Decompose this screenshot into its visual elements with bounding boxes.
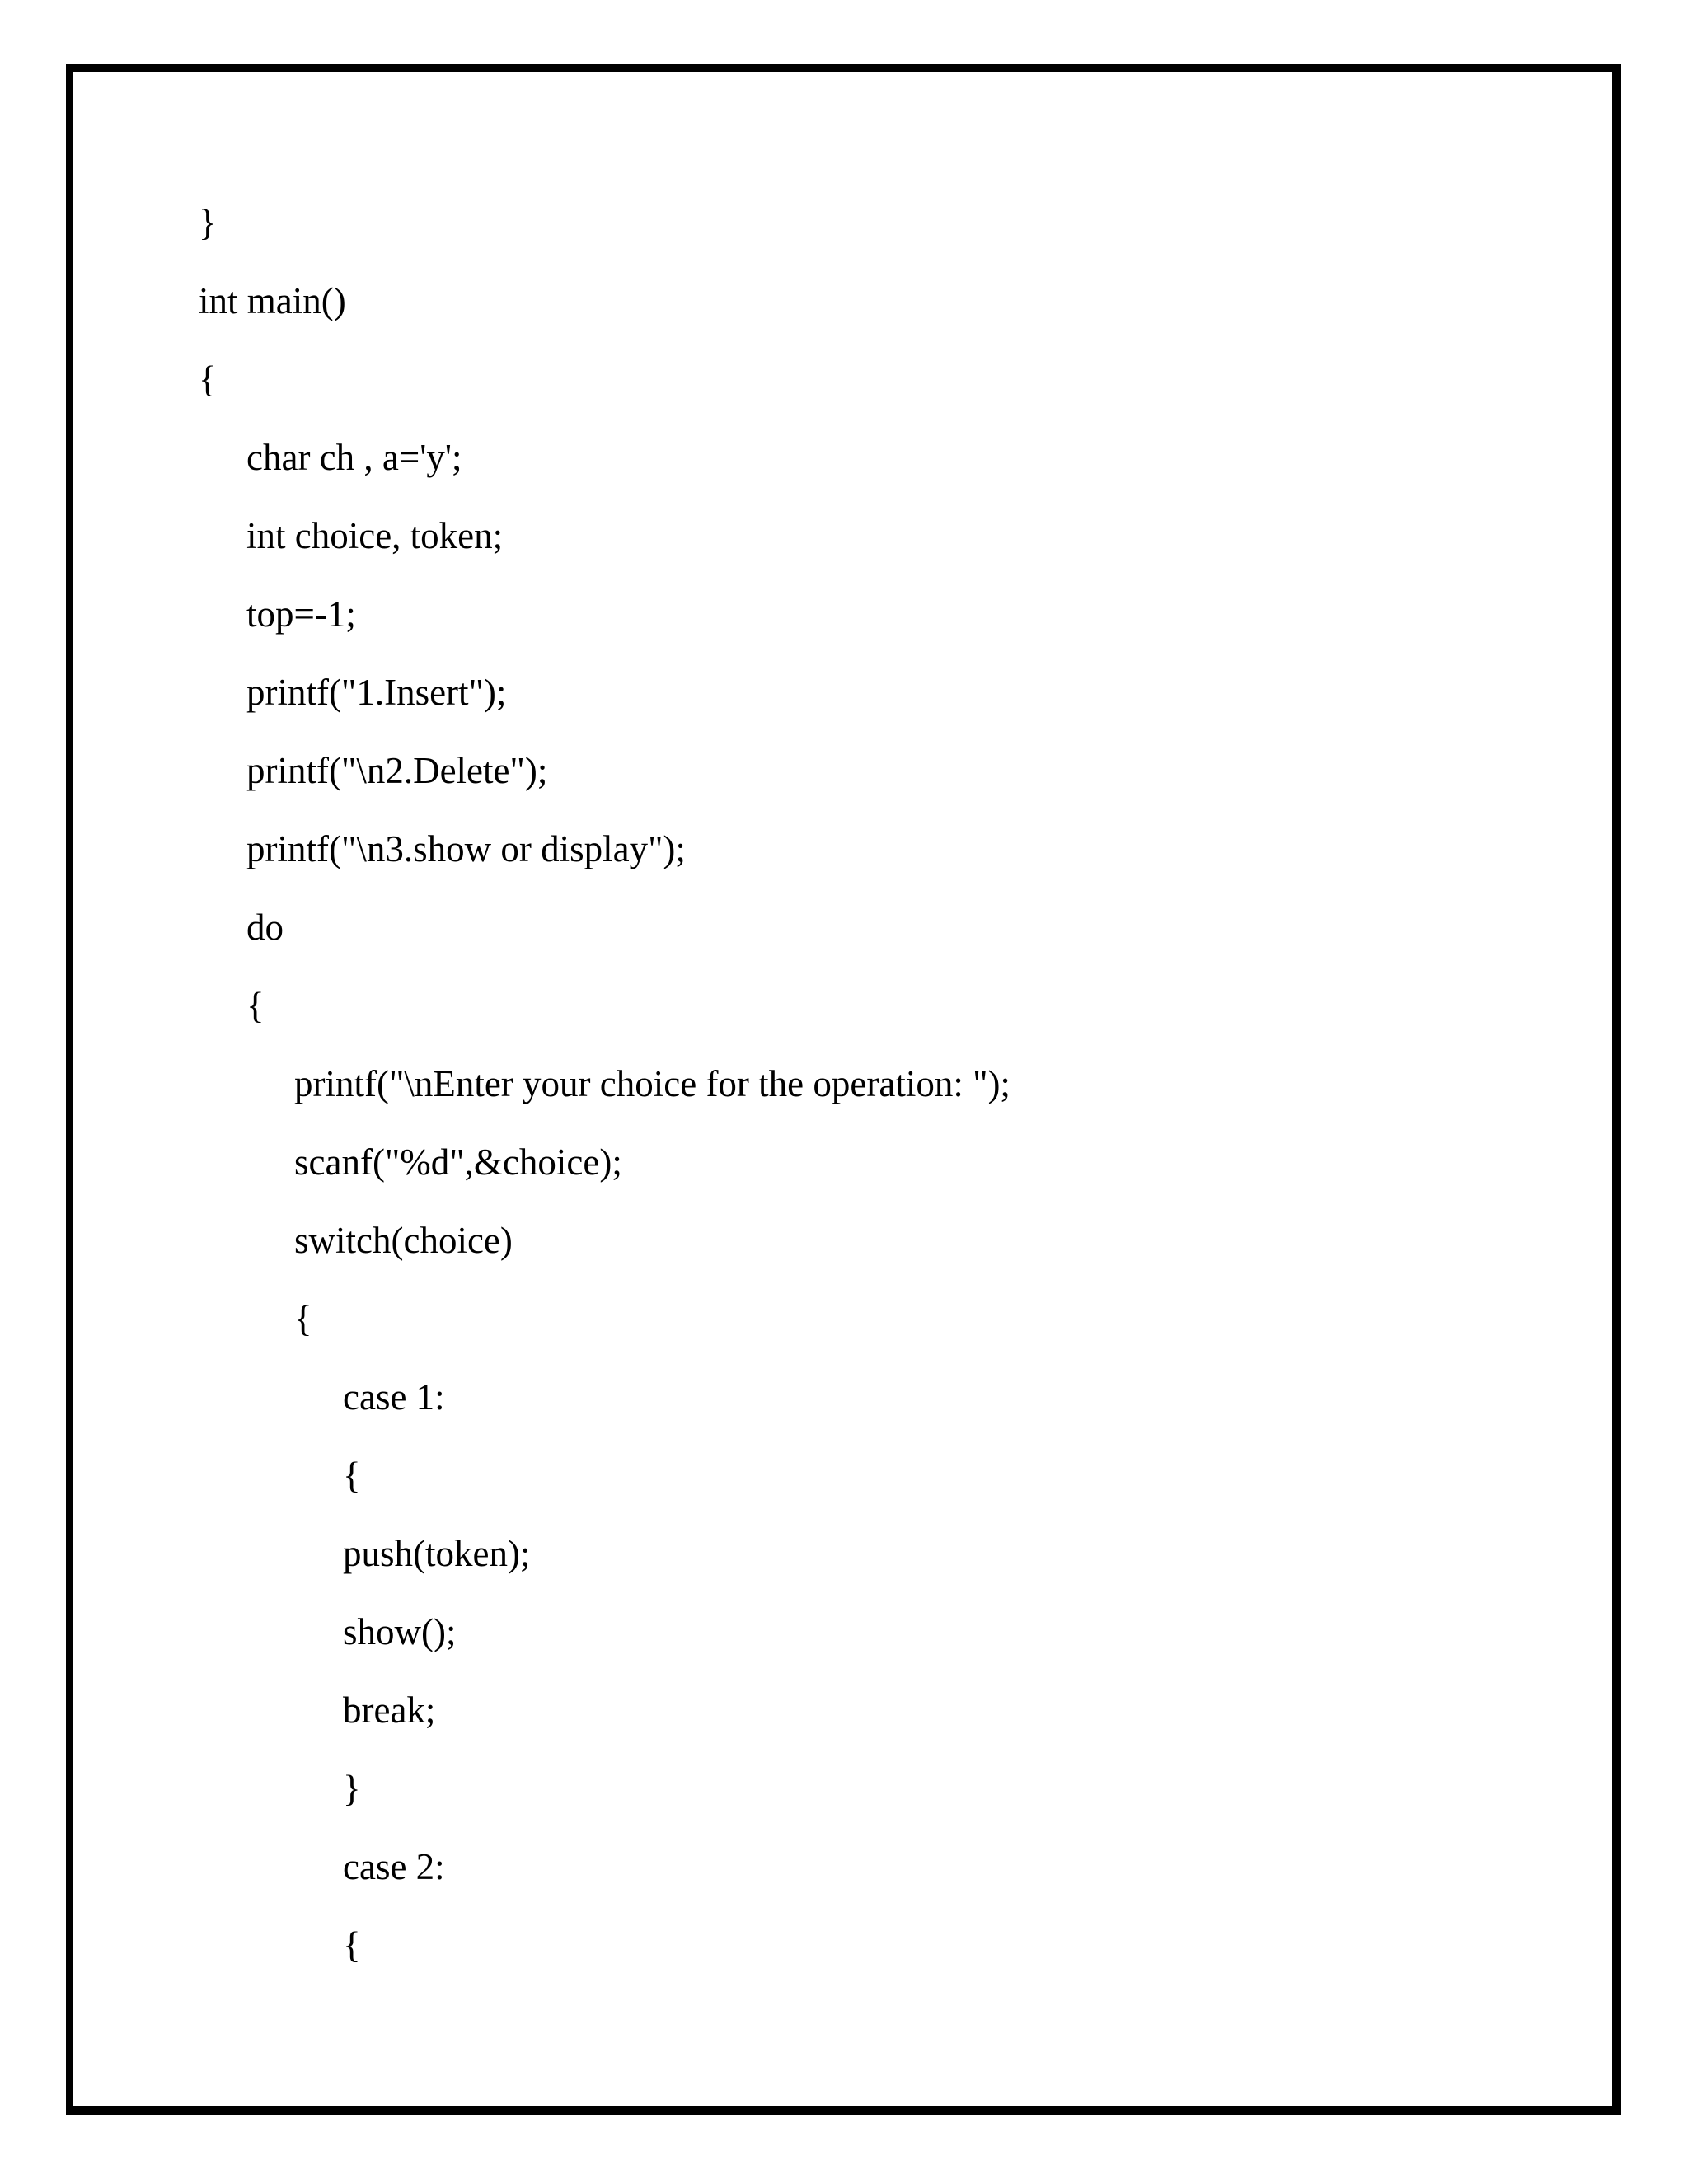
code-line: do	[246, 907, 284, 948]
code-line: show();	[343, 1611, 457, 1652]
code-line: top=-1;	[246, 593, 356, 635]
code-line: char ch , a='y';	[246, 437, 462, 478]
code-line: break;	[343, 1690, 436, 1731]
code-line: case 1:	[343, 1376, 445, 1418]
code-line: case 2:	[343, 1846, 445, 1887]
code-line: {	[246, 985, 265, 1026]
code-line: {	[343, 1924, 361, 1966]
code-line: scanf("%d",&choice);	[294, 1141, 622, 1183]
code-line: {	[343, 1455, 361, 1496]
code-line: int main()	[199, 280, 346, 321]
code-line: }	[343, 1768, 361, 1809]
code-line: }	[199, 202, 217, 243]
code-line: switch(choice)	[294, 1220, 513, 1261]
code-line: {	[199, 359, 217, 400]
code-line: {	[294, 1298, 312, 1339]
code-line: printf("1.Insert");	[246, 672, 507, 713]
code-listing	[199, 194, 1517, 1994]
code-line: push(token);	[343, 1533, 531, 1574]
code-line: printf("\n3.show or display");	[246, 828, 686, 869]
code-line: printf("\nEnter your choice for the operation: ");	[294, 1063, 1010, 1104]
code-line: int choice, token;	[246, 515, 504, 556]
code-line: printf("\n2.Delete");	[246, 750, 548, 791]
